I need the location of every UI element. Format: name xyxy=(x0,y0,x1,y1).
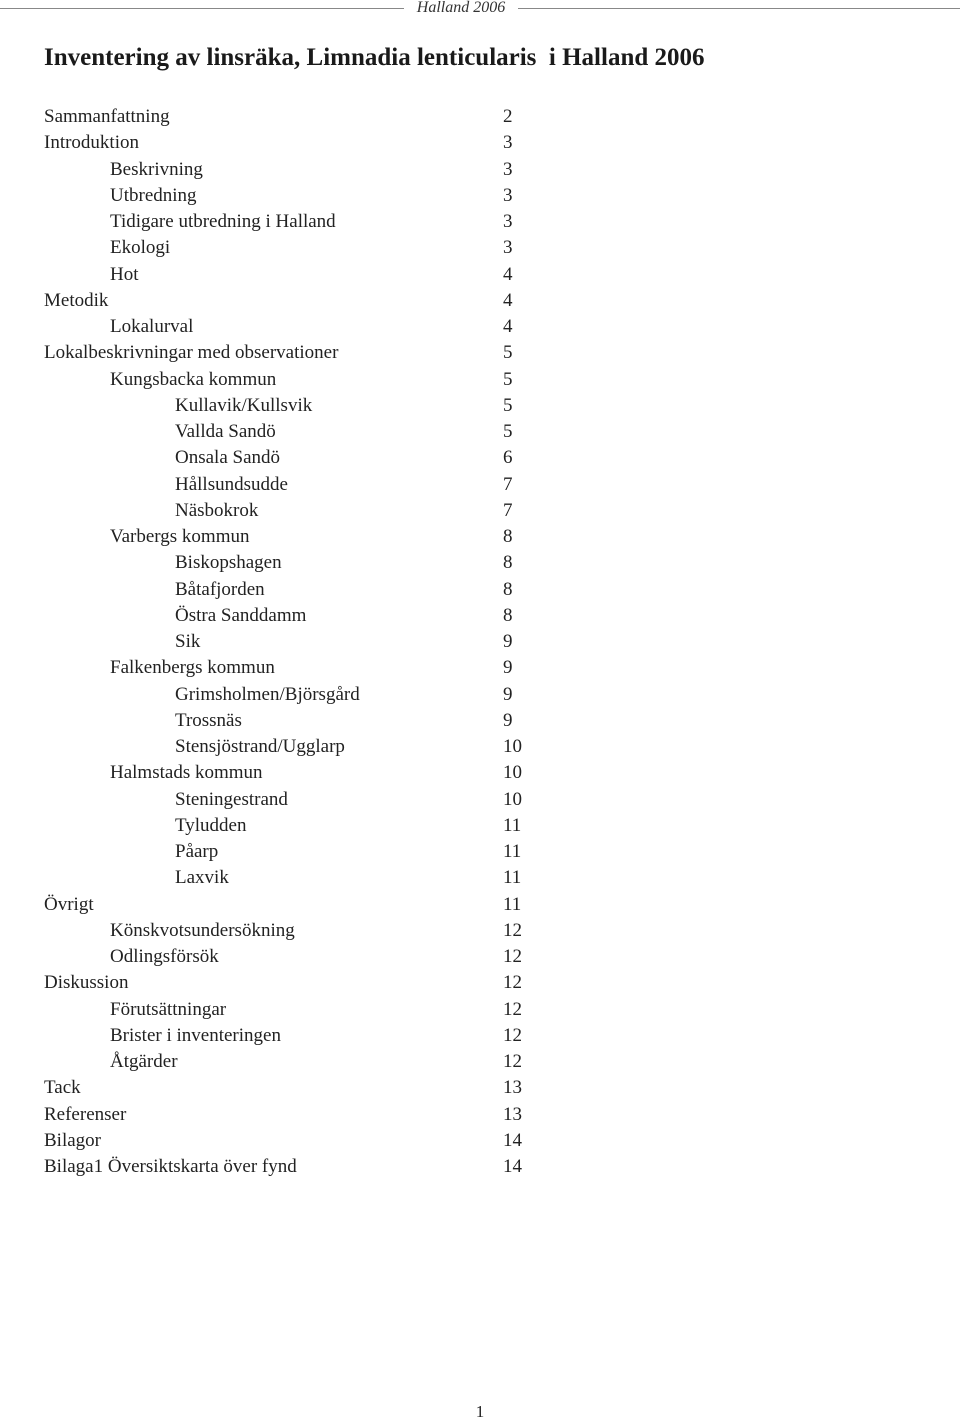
toc-entry-page: 8 xyxy=(503,526,513,547)
toc-entry-label: Falkenbergs kommun xyxy=(110,657,275,679)
toc-entry xyxy=(44,445,534,471)
toc-entry-page: 12 xyxy=(503,998,522,1020)
toc-entry xyxy=(44,130,534,156)
toc-entry-page: 5 xyxy=(503,394,513,416)
toc-entry-label: Östra Sanddamm xyxy=(175,604,307,626)
toc-entry-page: 14 xyxy=(503,1156,522,1177)
toc-entry-label: Odlingsförsök xyxy=(110,946,219,967)
toc-entry xyxy=(44,1154,534,1180)
toc-entry xyxy=(44,1075,534,1101)
toc-entry xyxy=(44,603,534,629)
toc-entry-page: 3 xyxy=(503,211,513,232)
toc-entry-label: Tidigare utbredning i Halland xyxy=(110,211,336,232)
toc-entry-label: Brister i inventeringen xyxy=(110,1024,281,1046)
toc-entry-label: Utbredning xyxy=(110,184,197,206)
toc-entry-label: Bilagor xyxy=(44,1129,101,1151)
toc-entry-page: 10 xyxy=(503,736,522,757)
toc-entry xyxy=(44,944,534,970)
toc-entry xyxy=(44,892,534,918)
toc-entry-page: 12 xyxy=(503,1024,522,1046)
toc-entry-page: 14 xyxy=(503,1129,522,1151)
toc-entry-label: Sik xyxy=(175,631,201,652)
toc-entry xyxy=(44,498,534,524)
toc-entry xyxy=(44,1102,534,1128)
toc-entry-label: Diskussion xyxy=(44,972,129,994)
toc-entry xyxy=(44,340,534,366)
toc-entry-page: 2 xyxy=(503,106,513,127)
toc-entry-label: Trossnäs xyxy=(175,709,242,731)
header-rule-right xyxy=(518,8,960,9)
toc-entry-page: 3 xyxy=(503,158,513,180)
toc-entry-page: 8 xyxy=(503,552,513,574)
toc-entry-page: 12 xyxy=(503,946,522,967)
toc-entry xyxy=(44,629,534,655)
toc-entry xyxy=(44,183,534,209)
toc-entry xyxy=(44,787,534,813)
toc-entry xyxy=(44,682,534,708)
toc-entry-label: Lokalbeskrivningar med observationer xyxy=(44,342,339,364)
toc-entry xyxy=(44,288,534,314)
toc-entry xyxy=(44,209,534,235)
toc-entry-page: 4 xyxy=(503,263,513,285)
toc-entry-page: 5 xyxy=(503,421,513,442)
toc-entry-page: 9 xyxy=(503,631,513,652)
toc-entry-page: 13 xyxy=(503,1103,522,1125)
toc-entry xyxy=(44,419,534,445)
toc-entry-page: 5 xyxy=(503,342,513,364)
toc-entry-label: Halmstads kommun xyxy=(110,762,263,784)
toc-entry-page: 4 xyxy=(503,289,513,311)
toc-entry-label: Biskopshagen xyxy=(175,552,282,574)
toc-entry-label: Kullavik/Kullsvik xyxy=(175,394,313,416)
toc-entry-label: Kungsbacka kommun xyxy=(110,368,277,390)
header-rule-left xyxy=(0,8,404,9)
toc-entry-page: 5 xyxy=(503,368,513,390)
toc-entry-page: 7 xyxy=(503,473,513,495)
toc-entry xyxy=(44,524,534,550)
toc-entry-label: Könskvotsundersökning xyxy=(110,919,295,941)
toc-entry xyxy=(44,655,534,681)
toc-entry-label: Sammanfattning xyxy=(44,106,170,127)
toc-entry-page: 3 xyxy=(503,237,513,259)
toc-entry-page: 9 xyxy=(503,683,513,705)
toc-entry-page: 8 xyxy=(503,604,513,626)
toc-entry-label: Varbergs kommun xyxy=(110,526,250,547)
toc-entry-label: Tack xyxy=(44,1077,81,1099)
toc-entry xyxy=(44,760,534,786)
toc-entry xyxy=(44,734,534,760)
toc-entry-label: Referenser xyxy=(44,1103,127,1125)
toc-entry-page: 7 xyxy=(503,499,513,521)
toc-entry-label: Bilaga1 Översiktskarta över fynd xyxy=(44,1156,297,1177)
toc-entry-label: Beskrivning xyxy=(110,158,203,180)
toc-entry-label: Laxvik xyxy=(175,867,229,889)
toc-entry-label: Ekologi xyxy=(110,237,171,259)
toc-entry-label: Grimsholmen/Björsgård xyxy=(175,683,360,705)
toc-entry-label: Lokalurval xyxy=(110,316,194,337)
toc-entry xyxy=(44,235,534,261)
toc-entry-page: 9 xyxy=(503,657,513,679)
toc-entry-label: Steningestrand xyxy=(175,788,288,810)
toc-entry xyxy=(44,393,534,419)
toc-entry xyxy=(44,865,534,891)
toc-entry xyxy=(44,367,534,393)
toc-entry-page: 6 xyxy=(503,447,513,469)
toc-entry-page: 11 xyxy=(503,867,522,889)
toc-entry-label: Introduktion xyxy=(44,132,139,154)
toc-entry-page: 10 xyxy=(503,762,522,784)
toc-entry-label: Åtgärder xyxy=(110,1051,178,1072)
toc-entry xyxy=(44,104,534,130)
page-number: 1 xyxy=(475,1402,485,1421)
running-header: Halland 2006 xyxy=(416,0,506,16)
toc-entry xyxy=(44,157,534,183)
toc-entry-label: Tyludden xyxy=(175,814,247,836)
toc-entry xyxy=(44,472,534,498)
table-of-contents xyxy=(44,104,534,1180)
toc-entry-label: Vallda Sandö xyxy=(175,421,276,442)
toc-entry-label: Näsbokrok xyxy=(175,499,259,521)
document-title: Inventering av linsräka, Limnadia lenticularis i Halland 2006 xyxy=(44,44,705,71)
toc-entry-page: 13 xyxy=(503,1077,522,1099)
toc-entry xyxy=(44,1023,534,1049)
toc-entry xyxy=(44,1049,534,1075)
toc-entry xyxy=(44,577,534,603)
toc-entry-page: 3 xyxy=(503,132,513,154)
toc-entry xyxy=(44,550,534,576)
toc-entry xyxy=(44,813,534,839)
toc-entry xyxy=(44,708,534,734)
toc-entry xyxy=(44,839,534,865)
toc-entry xyxy=(44,314,534,340)
toc-entry-page: 4 xyxy=(503,316,513,337)
toc-entry-label: Onsala Sandö xyxy=(175,447,281,469)
toc-entry-label: Båtafjorden xyxy=(175,578,265,600)
toc-entry xyxy=(44,262,534,288)
toc-entry xyxy=(44,1128,534,1154)
toc-entry-page: 12 xyxy=(503,919,522,941)
toc-entry-page: 11 xyxy=(503,893,522,915)
toc-entry-page: 8 xyxy=(503,578,513,600)
toc-entry-label: Förutsättningar xyxy=(110,998,227,1020)
toc-entry-page: 9 xyxy=(503,709,513,731)
toc-entry-label: Hållsundsudde xyxy=(175,473,288,495)
toc-entry-page: 12 xyxy=(503,1051,522,1072)
toc-entry-label: Övrigt xyxy=(44,893,94,915)
toc-entry-page: 10 xyxy=(503,788,522,810)
toc-entry xyxy=(44,997,534,1023)
toc-entry-page: 3 xyxy=(503,184,513,206)
toc-entry xyxy=(44,918,534,944)
toc-entry-page: 11 xyxy=(503,814,522,836)
toc-entry xyxy=(44,970,534,996)
toc-entry-label: Hot xyxy=(110,263,139,285)
toc-entry-label: Metodik xyxy=(44,289,109,311)
toc-entry-page: 12 xyxy=(503,972,522,994)
toc-entry-label: Stensjöstrand/Ugglarp xyxy=(175,736,345,757)
toc-entry-page: 11 xyxy=(503,841,522,862)
toc-entry-label: Påarp xyxy=(175,841,219,862)
